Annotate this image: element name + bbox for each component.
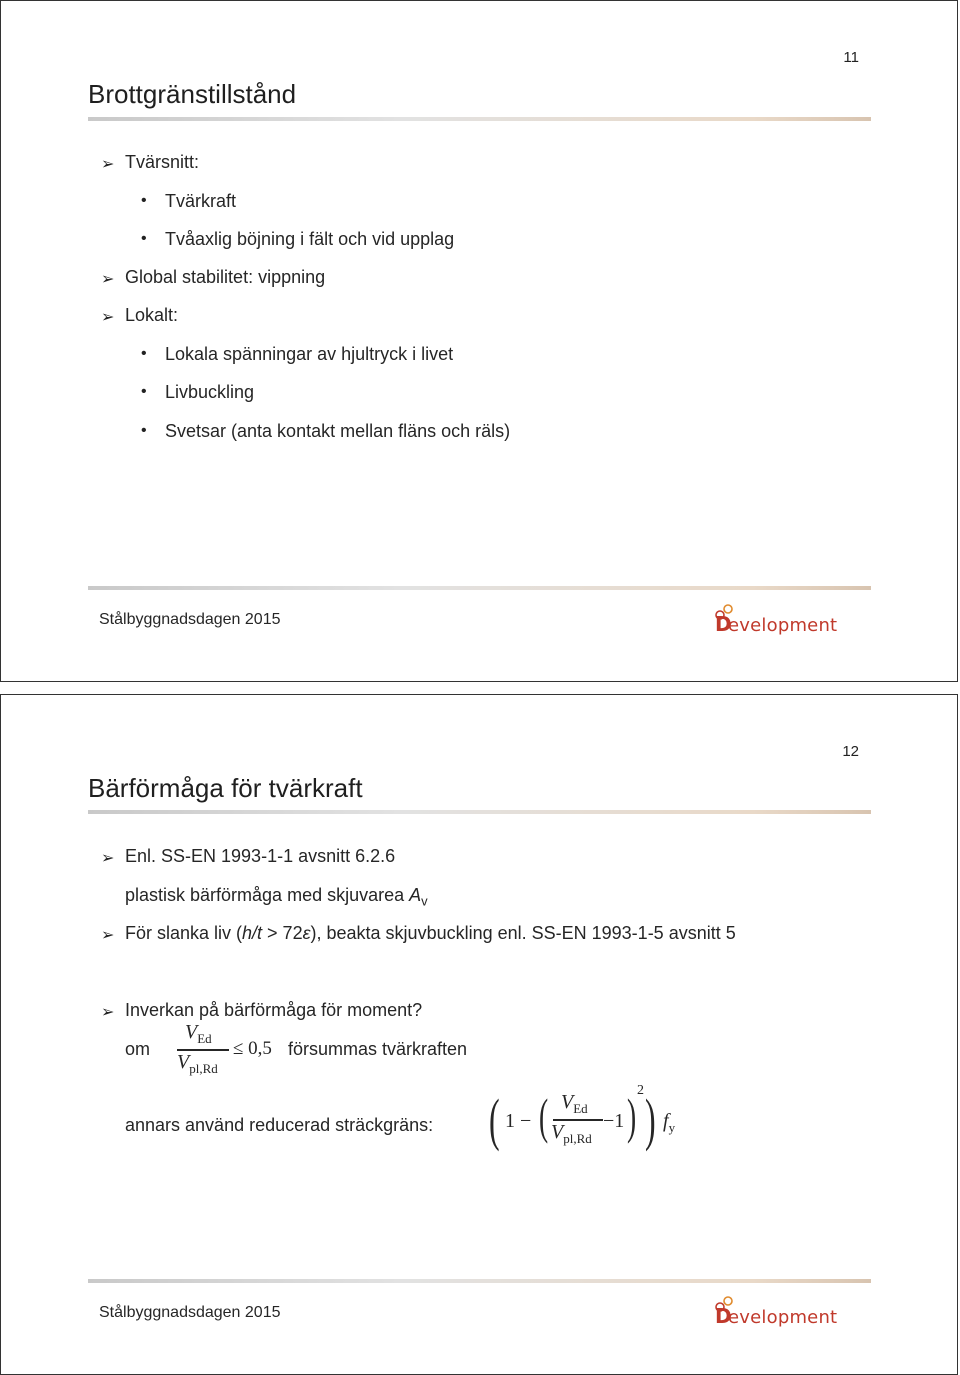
yield-strength-subscript: y — [668, 1120, 676, 1135]
svg-text:evelopment: evelopment — [728, 1307, 838, 1328]
footer-divider — [88, 1279, 871, 1283]
slenderness-symbol: h/t — [242, 923, 263, 943]
slide-title: Brottgränstillstånd — [88, 79, 297, 109]
item-text-part: För slanka liv ( — [125, 923, 243, 943]
fraction-numerator-subscript: Ed — [573, 1101, 588, 1116]
arrow-bullet-icon: ➢ — [101, 271, 115, 288]
svg-text:D: D — [715, 1304, 732, 1328]
title-divider — [88, 117, 871, 121]
list-item-continuation — [125, 885, 428, 909]
arrow-bullet-icon: ➢ — [101, 309, 115, 326]
company-logo — [713, 1293, 863, 1329]
condition-label: om — [125, 1039, 151, 1059]
condition-limit: ≤ 0,5 — [233, 1038, 272, 1059]
reduced-yield-formula — [489, 1083, 689, 1163]
list-item: Tvåaxlig böjning i fält och vid upplag — [165, 229, 455, 249]
formula-minus-one: −1 — [603, 1110, 625, 1132]
page-number: 12 — [842, 743, 859, 760]
fraction-denominator-subscript: pl,Rd — [189, 1061, 218, 1076]
list-item: Tvärkraft — [165, 191, 237, 211]
dot-bullet-icon: • — [141, 230, 147, 247]
formula-one: 1 − — [505, 1110, 532, 1132]
fraction-denominator: V — [177, 1051, 190, 1073]
dot-bullet-icon: • — [141, 192, 147, 209]
slide-title: Bärförmåga för tvärkraft — [88, 773, 363, 803]
inner-right-paren: ) — [627, 1088, 637, 1144]
svg-text:D: D — [715, 612, 732, 636]
list-item — [125, 923, 736, 944]
fraction-numerator: V — [185, 1021, 198, 1043]
slide-12 — [0, 694, 958, 1375]
dot-bullet-icon: • — [141, 345, 147, 362]
list-item: Lokala spänningar av hjultryck i livet — [165, 344, 454, 364]
item-text-part: > 72 — [262, 923, 303, 943]
company-logo — [713, 601, 863, 637]
page-number: 11 — [843, 49, 859, 66]
formula-exponent: 2 — [637, 1083, 644, 1098]
shear-area-text: plastisk bärförmåga med skjuvarea — [125, 885, 410, 905]
arrow-bullet-icon: ➢ — [101, 927, 115, 944]
fraction-numerator-subscript: Ed — [197, 1031, 212, 1046]
slide-11 — [0, 0, 958, 682]
svg-text:evelopment: evelopment — [728, 615, 838, 636]
inner-left-paren: ( — [539, 1088, 549, 1144]
epsilon-symbol: ε — [302, 923, 311, 943]
arrow-bullet-icon: ➢ — [101, 850, 115, 867]
arrow-bullet-icon: ➢ — [101, 1004, 115, 1021]
yield-strength-symbol: f — [663, 1110, 669, 1132]
ratio-fraction — [177, 1021, 233, 1079]
footer-divider — [88, 586, 871, 590]
list-item: Lokalt: — [125, 305, 179, 325]
footer-text: Stålbyggnadsdagen 2015 — [99, 1304, 281, 1321]
fraction-denominator: V — [551, 1121, 564, 1143]
condition-result: försummas tvärkraften — [288, 1039, 468, 1059]
footer-text: Stålbyggnadsdagen 2015 — [99, 611, 281, 628]
reduction-label: annars använd reducerad sträckgräns: — [125, 1115, 434, 1135]
fraction-denominator-subscript: pl,Rd — [563, 1131, 592, 1146]
list-item: Svetsar (anta kontakt mellan fläns och räls) — [165, 421, 511, 441]
shear-area-symbol: A — [409, 885, 422, 905]
fraction-numerator: V — [561, 1091, 574, 1113]
title-divider — [88, 810, 871, 814]
shear-area-subscript: v — [421, 893, 428, 909]
list-item: Livbuckling — [165, 382, 255, 402]
dot-bullet-icon: • — [141, 383, 147, 400]
arrow-bullet-icon: ➢ — [101, 156, 115, 173]
list-item: Inverkan på bärförmåga för moment? — [125, 1000, 423, 1020]
list-item: Tvärsnitt: — [125, 152, 200, 172]
list-item: Global stabilitet: vippning — [125, 267, 326, 287]
list-item: Enl. SS-EN 1993-1-1 avsnitt 6.2.6 — [125, 846, 396, 866]
dot-bullet-icon: • — [141, 422, 147, 439]
item-text-part: ), beakta skjuvbuckling enl. SS-EN 1993-1-5 avsnitt 5 — [310, 923, 736, 943]
outer-left-paren: ( — [489, 1087, 500, 1152]
outer-right-paren: ) — [645, 1087, 656, 1152]
